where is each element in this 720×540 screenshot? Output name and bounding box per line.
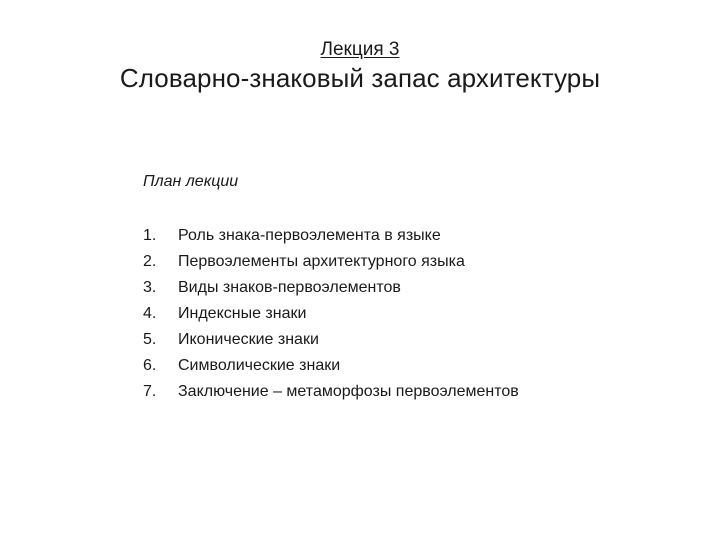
plan-item-number: 1. bbox=[143, 227, 157, 244]
plan-item bbox=[143, 329, 519, 355]
plan-item bbox=[143, 355, 519, 381]
plan-item-text: Виды знаков-первоэлементов bbox=[178, 279, 401, 296]
plan-item-number: 5. bbox=[143, 331, 157, 348]
plan-item-text: Символические знаки bbox=[178, 357, 341, 374]
plan-list bbox=[143, 225, 519, 407]
plan-heading: План лекции bbox=[143, 173, 239, 190]
plan-item-number: 2. bbox=[143, 253, 157, 270]
plan-item-text: Роль знака-первоэлемента в языке bbox=[178, 227, 441, 244]
plan-item bbox=[143, 303, 519, 329]
plan-item-number: 4. bbox=[143, 305, 157, 322]
plan-item-number: 6. bbox=[143, 357, 157, 374]
plan-item bbox=[143, 381, 519, 407]
plan-item-text: Иконические знаки bbox=[178, 331, 319, 348]
plan-item-number: 3. bbox=[143, 279, 157, 296]
plan-item-text: Первоэлементы архитектурного языка bbox=[178, 253, 465, 270]
plan-item-text: Индексные знаки bbox=[178, 305, 307, 322]
plan-item bbox=[143, 277, 519, 303]
plan-item-text: Заключение – метаморфозы первоэлементов bbox=[178, 383, 519, 400]
slide-title: Словарно-знаковый запас архитектуры bbox=[119, 63, 601, 93]
plan-item bbox=[143, 225, 519, 251]
lecture-number: Лекция 3 bbox=[320, 39, 400, 60]
plan-item bbox=[143, 251, 519, 277]
plan-item-number: 7. bbox=[143, 383, 157, 400]
